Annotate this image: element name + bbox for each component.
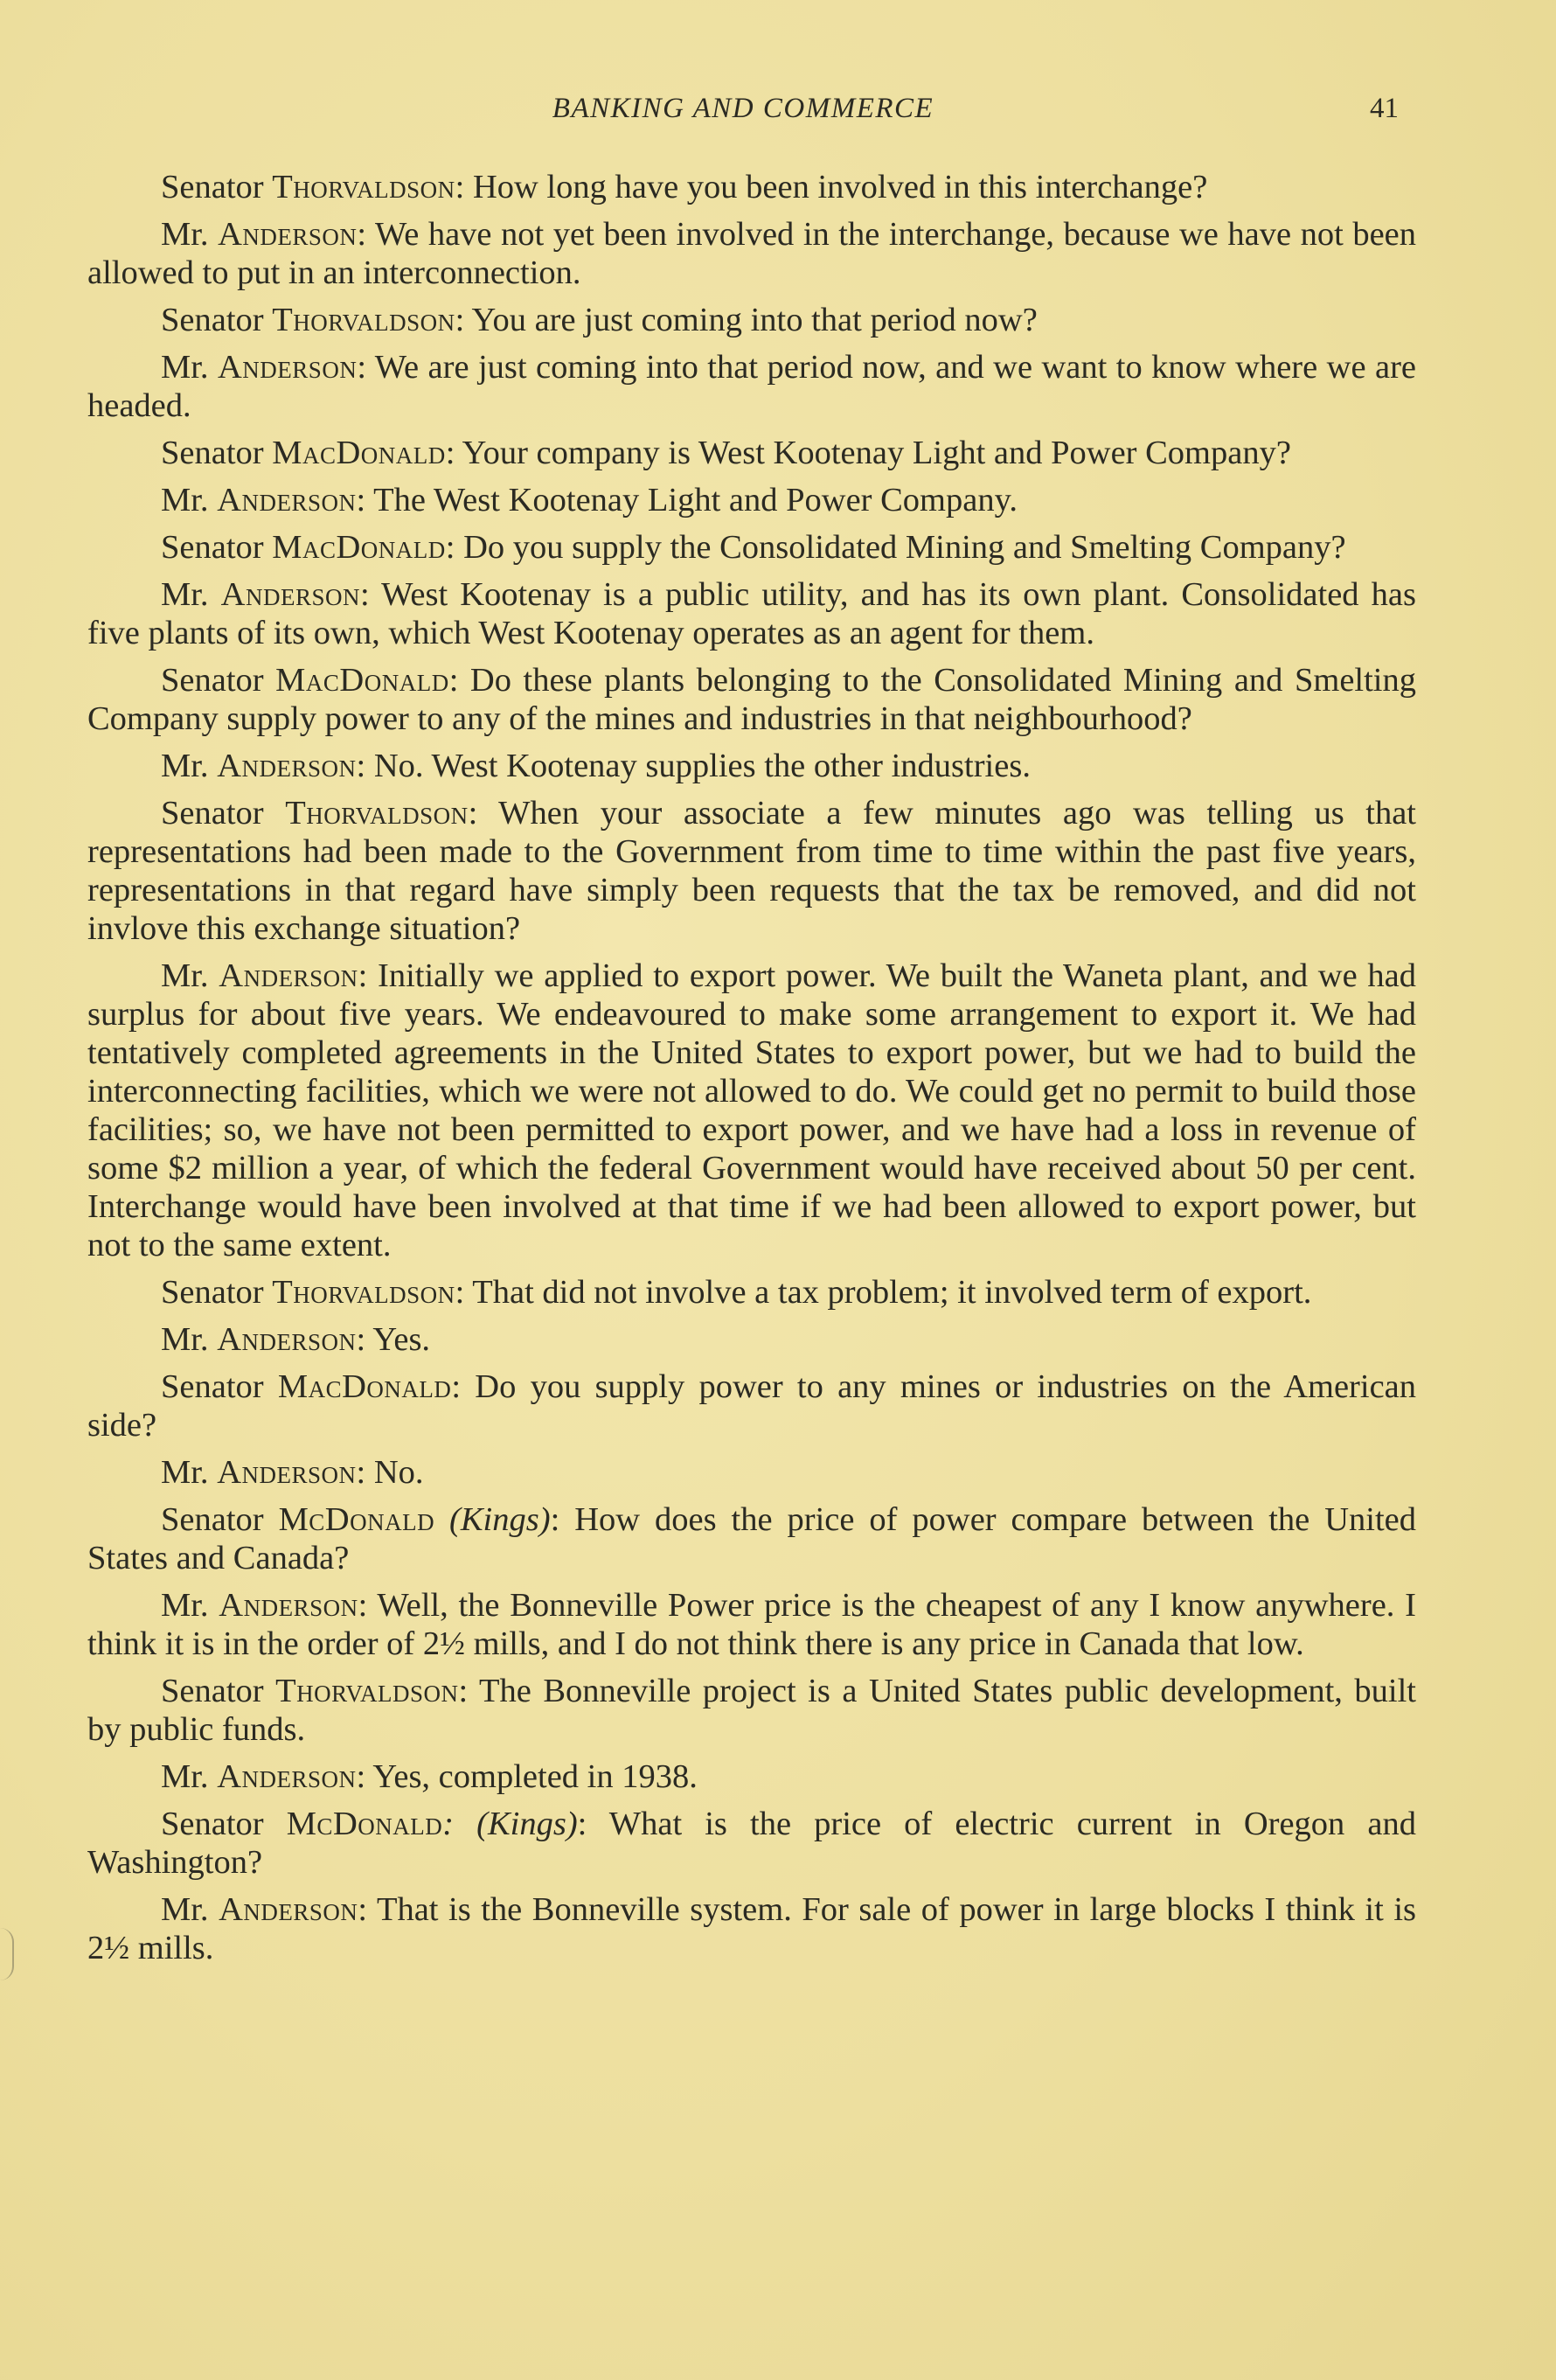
speech-text: : You are just coming into that period now?: [455, 302, 1038, 338]
speaker-name: McDonald: [286, 1806, 443, 1842]
speaker-title: Senator: [161, 1806, 287, 1842]
speech-text: : The Bonneville project is a United States public development, built by public funds.: [87, 1673, 1416, 1748]
speech-text: : No.: [356, 1454, 424, 1491]
speaker-title: Senator: [161, 1274, 273, 1311]
page-header: [87, 93, 1399, 136]
speech-text: : No. West Kootenay supplies the other industries.: [356, 748, 1031, 784]
speaker-title: Senator: [161, 662, 276, 699]
transcript-body: [87, 168, 1416, 1976]
speaker-title: Mr.: [161, 349, 218, 386]
speaker-name: Thorvaldson: [275, 1673, 459, 1709]
speaker-title: Senator: [161, 795, 286, 832]
transcript-paragraph: [87, 1805, 1416, 1882]
speech-text: : That did not involve a tax problem; it involved term of export.: [455, 1274, 1312, 1311]
transcript-paragraph: [87, 661, 1416, 738]
speaker-title: Mr.: [161, 957, 219, 994]
speaker-name: Thorvaldson: [272, 1274, 455, 1311]
transcript-paragraph: [87, 481, 1416, 519]
speech-text: : How does the price of power compare between the United States and Canada?: [87, 1501, 1417, 1576]
transcript-paragraph: [87, 1367, 1416, 1444]
speaker-riding: : (Kings): [442, 1806, 578, 1842]
speech-text: : Do you supply power to any mines or industries on the American side?: [87, 1368, 1416, 1444]
speaker-name: Anderson: [218, 349, 358, 386]
speech-text: : Well, the Bonneville Power price is the cheapest of any I know anywhere. I think it is in the order of 2½ mills, and I do not think there is any price in Canada that low.: [87, 1587, 1416, 1662]
speaker-title: Mr.: [161, 1321, 218, 1358]
transcript-paragraph: [87, 794, 1416, 948]
speaker-title: Mr.: [161, 748, 218, 784]
speech-text: : Initially we applied to export power. We built the Waneta plant, and we had surplus for about five years. We endeavoured to make some arrangement to export it. We had tentatively completed agreements in the United States to export power, but we had to build the interconnecting facilities, which we were not allowed to do. We could get no permit to build those facilities; so, we have not been permitted to export power, and we have had a loss in revenue of some $2 million a year, of which the federal Government would have received about 50 per cent. Interchange would have been involved at that time if we had been allowed to export power, but not to the same extent.: [87, 957, 1416, 1263]
speaker-title: Mr.: [161, 1891, 219, 1928]
transcript-paragraph: [87, 957, 1416, 1264]
speaker-name: Anderson: [219, 1891, 358, 1928]
transcript-paragraph: [87, 1672, 1416, 1749]
transcript-paragraph: [87, 434, 1416, 472]
speaker-title: Mr.: [161, 216, 219, 253]
speech-text: : What is the price of electric current in Oregon and Washington?: [87, 1806, 1416, 1881]
speaker-name: Anderson: [218, 216, 358, 253]
speaker-title: Senator: [161, 169, 273, 205]
speaker-name: McDonald: [278, 1501, 435, 1538]
speaker-title: Mr.: [161, 1454, 218, 1491]
transcript-paragraph: [87, 1500, 1416, 1577]
speech-text: : Yes.: [356, 1321, 431, 1358]
speaker-name: Anderson: [220, 576, 360, 613]
speaker-name: Thorvaldson: [285, 795, 469, 832]
running-head: BANKING AND COMMERCE: [552, 93, 934, 124]
speech-text: : We are just coming into that period now, and we want to know where we are headed.: [87, 349, 1416, 424]
speaker-title: Mr.: [161, 1587, 219, 1624]
speech-text: : When your associate a few minutes ago was telling us that representations had been made to the Government from time to time within the past five years, representations in that regard have simply been requests that the tax be removed, and did not invlove this exchange situation?: [87, 795, 1416, 947]
speaker-name: MacDonald: [272, 435, 446, 471]
speech-text: : Your company is West Kootenay Light and Power Company?: [445, 435, 1291, 471]
speaker-name: MacDonald: [272, 529, 446, 566]
speaker-title: Senator: [161, 529, 273, 566]
speaker-title: Senator: [161, 1673, 276, 1709]
transcript-paragraph: [87, 348, 1416, 425]
transcript-paragraph: [87, 1320, 1416, 1359]
speaker-title: Senator: [161, 1501, 279, 1538]
transcript-paragraph: [87, 168, 1416, 206]
transcript-paragraph: [87, 1890, 1416, 1967]
speaker-name: Anderson: [219, 957, 358, 994]
binding-edge-mark: [0, 1928, 14, 1980]
speaker-name: Anderson: [217, 1321, 357, 1358]
speaker-title: Senator: [161, 1368, 278, 1405]
transcript-paragraph: [87, 747, 1416, 785]
transcript-paragraph: [87, 301, 1416, 339]
speaker-name: Thorvaldson: [272, 169, 455, 205]
speaker-name: MacDonald: [275, 662, 449, 699]
transcript-paragraph: [87, 575, 1416, 652]
speaker-name: Anderson: [219, 1587, 358, 1624]
speaker-title: Mr.: [161, 576, 221, 613]
speech-text: : The West Kootenay Light and Power Company.: [356, 482, 1018, 518]
transcript-paragraph: [87, 528, 1416, 567]
speech-text: : West Kootenay is a public utility, and has its own plant. Consolidated has five plants of its own, which West Kootenay operates as an agent for them.: [87, 576, 1416, 651]
speaker-name: Anderson: [217, 482, 357, 518]
speech-text: : Do you supply the Consolidated Mining and Smelting Company?: [445, 529, 1346, 566]
speaker-name: Anderson: [217, 1758, 357, 1795]
transcript-paragraph: [87, 1453, 1416, 1492]
page-number: 41: [1370, 93, 1399, 124]
speaker-title: Mr.: [161, 1758, 218, 1795]
speech-text: : That is the Bonneville system. For sale of power in large blocks I think it is 2½ mills.: [87, 1891, 1417, 1966]
speaker-name: Anderson: [217, 748, 357, 784]
speaker-name: Anderson: [217, 1454, 357, 1491]
speech-text: : How long have you been involved in this interchange?: [455, 169, 1208, 205]
transcript-paragraph: [87, 1273, 1416, 1312]
speech-text: : Do these plants belonging to the Consolidated Mining and Smelting Company supply power to any of the mines and industries in that neighbourhood?: [87, 662, 1417, 737]
speaker-title: Mr.: [161, 482, 218, 518]
speaker-title: Senator: [161, 302, 273, 338]
speech-text: : We have not yet been involved in the interchange, because we have not been allowed to put in an interconnection.: [87, 216, 1416, 291]
speaker-title: Senator: [161, 435, 273, 471]
transcript-paragraph: [87, 1757, 1416, 1796]
transcript-paragraph: [87, 1586, 1416, 1663]
speaker-name: Thorvaldson: [272, 302, 455, 338]
speaker-riding: (Kings): [434, 1501, 551, 1538]
speech-text: : Yes, completed in 1938.: [356, 1758, 698, 1795]
speaker-name: MacDonald: [277, 1368, 452, 1405]
transcript-paragraph: [87, 215, 1416, 292]
